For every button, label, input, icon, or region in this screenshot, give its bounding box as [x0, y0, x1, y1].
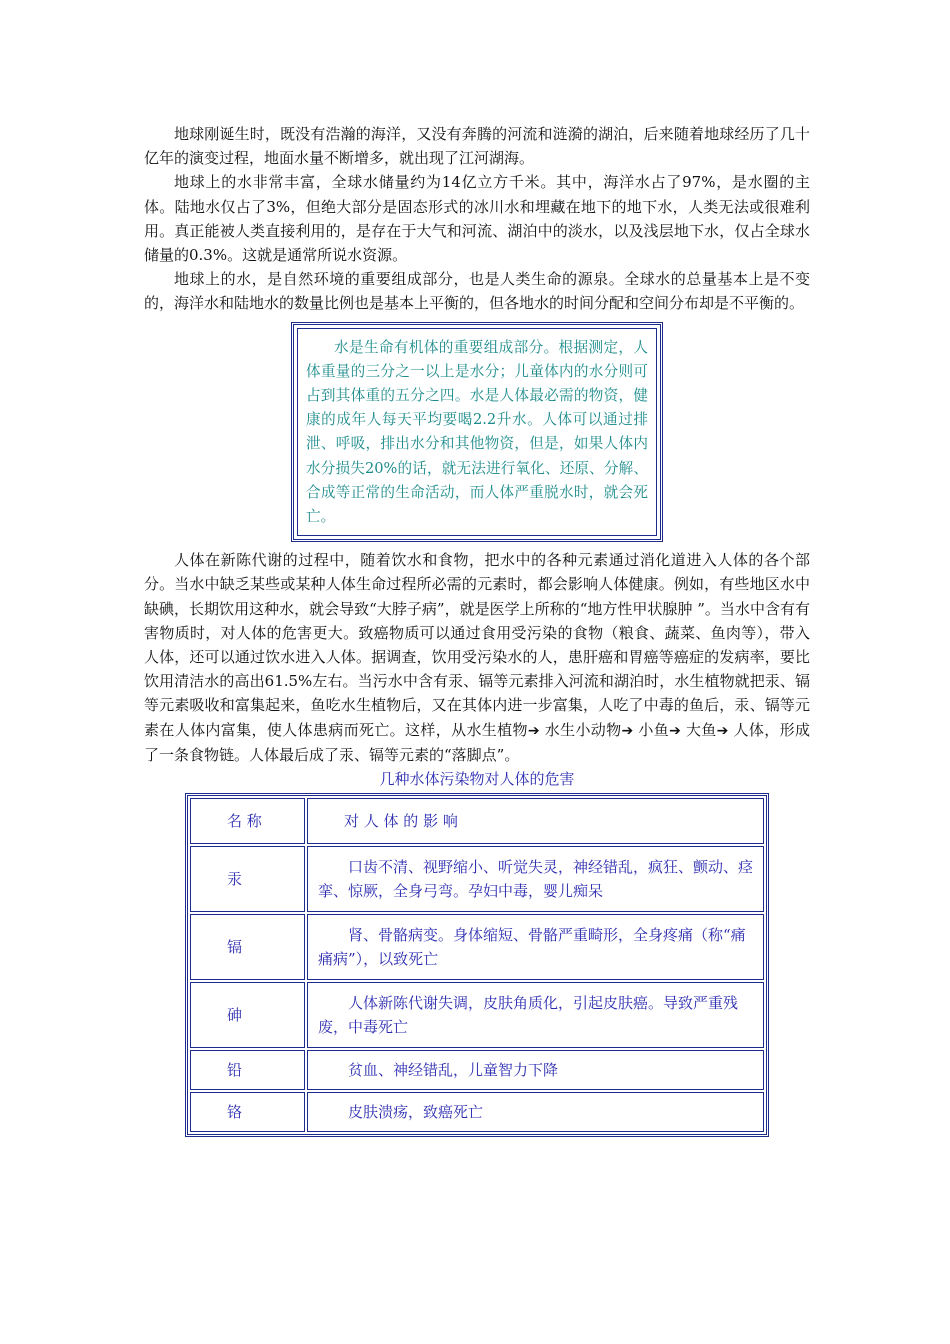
row-name: 铬	[190, 1092, 305, 1132]
table-row	[190, 846, 764, 912]
paragraph-2: 地球上的水非常丰富，全球水储量约为14亿立方千米。其中，海洋水占了97%，是水圈的主体。陆地水仅占了3%，但绝大部分是固态形式的冰川水和埋藏在地下的地下水，人类无法或很难利用。真正能被人类直接利用的，是存在于大气和河流、湖泊中的淡水，以及浅层地下水，仅占全球水储量的0.3%。这就是通常所说水资源。	[144, 173, 810, 265]
row-effect-cell	[307, 982, 764, 1048]
row-effect-cell	[307, 1092, 764, 1132]
row-name: 汞	[190, 846, 305, 912]
arrow-right-icon: ➔	[669, 722, 681, 739]
paragraph-4-text: 人体在新陈代谢的过程中，随着饮水和食物，把水中的各种元素通过消化道进入人体的各个部分。当水中缺乏某些或某种人体生命过程所必需的元素时，都会影响人体健康。例如，有些地区水中缺碘，长期饮用这种水，就会导致“大脖子病”，就是医学上所称的“地方性甲状腺肿 ”。当水中含有有害物质时，对人体的危害更大。致癌物质可以通过食用受污染的食物（粮食、蔬菜、鱼肉等），带入人体，还可以通过饮水进入人体。据调查，饮用受污染水的人，患肝癌和胃癌等癌症的发病率，要比饮用清洁水的高出61.5%左右。当污水中含有汞、镉等元素排入河流和湖泊时，水生植物就把汞、镉等元素吸收和富集起来，鱼吃水生植物后，又在其体内进一步富集，人吃了中毒的鱼后，汞、镉等元素在人体内富集，使人体患病而死亡。这样，从	[144, 551, 810, 739]
row-effect-cell	[307, 1050, 764, 1090]
table-caption: 几种水体污染物对人体的危害	[379, 770, 575, 789]
row-name: 镉	[190, 914, 305, 980]
document-page	[144, 122, 810, 1137]
row-effect: 人体新陈代谢失调，皮肤角质化，引起皮肤癌。导致严重残废，中毒死亡	[318, 994, 739, 1037]
header-effect-cell	[307, 798, 764, 844]
water-info-text: 水是生命有机体的重要组成部分。根据测定，人体重量的三分之一以上是水分；儿童体内的水分则可占到其体重的五分之四。水是人体最必需的物资，健康的成年人每天平均要喝2.2升水。人体可以通过排泄、呼吸，排出水分和其他物资，但是，如果人体内水分损失20%的话，就无法进行氧化、还原、分解、合成等正常的生命活动，而人体严重脱水时，就会死亡。	[306, 338, 648, 526]
row-effect-cell	[307, 914, 764, 980]
row-effect: 皮肤溃疡，致癌死亡	[348, 1103, 484, 1122]
row-name: 砷	[190, 982, 305, 1048]
arrow-right-icon: ➔	[621, 722, 634, 739]
paragraph-3: 地球上的水，是自然环境的重要组成部分，也是人类生命的源泉。全球水的总量基本上是不变的，海洋水和陆地水的数量比例也是基本上平衡的，但各地水的时间分配和空间分布却是不平衡的。	[144, 270, 810, 313]
arrow-right-icon: ➔	[527, 722, 540, 739]
row-effect-cell	[307, 846, 764, 912]
chain-item: 大鱼	[680, 720, 717, 739]
chain-item: 小鱼	[633, 720, 670, 739]
arrow-right-icon: ➔	[716, 722, 729, 739]
paragraph-4	[144, 548, 810, 767]
row-effect: 口齿不清、视野缩小、听觉失灵，神经错乱，疯狂、颤动、痉挛、惊厥，全身弓弯。孕妇中毒，婴儿痴呆	[318, 858, 754, 901]
pollutant-table	[185, 793, 769, 1137]
header-name: 名 称	[190, 798, 305, 844]
water-info-box	[291, 322, 663, 543]
table-header-row	[190, 798, 764, 844]
paragraph-1: 地球刚诞生时，既没有浩瀚的海洋，又没有奔腾的河流和涟漪的湖泊，后来随着地球经历了几十亿年的演变过程，地面水量不断增多，就出现了江河湖海。	[144, 125, 810, 168]
chain-item: 人体	[728, 720, 765, 739]
table-row	[190, 1050, 764, 1090]
paragraph-4-ending: ，形成了一条食物链。人体最后成了汞、镉等元素的“落脚点”。	[144, 720, 810, 764]
chain-item: 水生植物	[466, 720, 528, 739]
water-info-box-inner	[297, 328, 657, 537]
table-row	[190, 914, 764, 980]
table-row	[190, 1092, 764, 1132]
row-name: 铅	[190, 1050, 305, 1090]
table-row	[190, 982, 764, 1048]
row-effect: 贫血、神经错乱，儿童智力下降	[348, 1061, 559, 1080]
chain-item: 水生小动物	[539, 720, 622, 739]
row-effect: 肾、骨骼病变。身体缩短、骨骼严重畸形，全身疼痛（称“痛痛病”），以致死亡	[318, 926, 746, 969]
header-effect: 对 人 体 的 影 响	[344, 812, 458, 831]
